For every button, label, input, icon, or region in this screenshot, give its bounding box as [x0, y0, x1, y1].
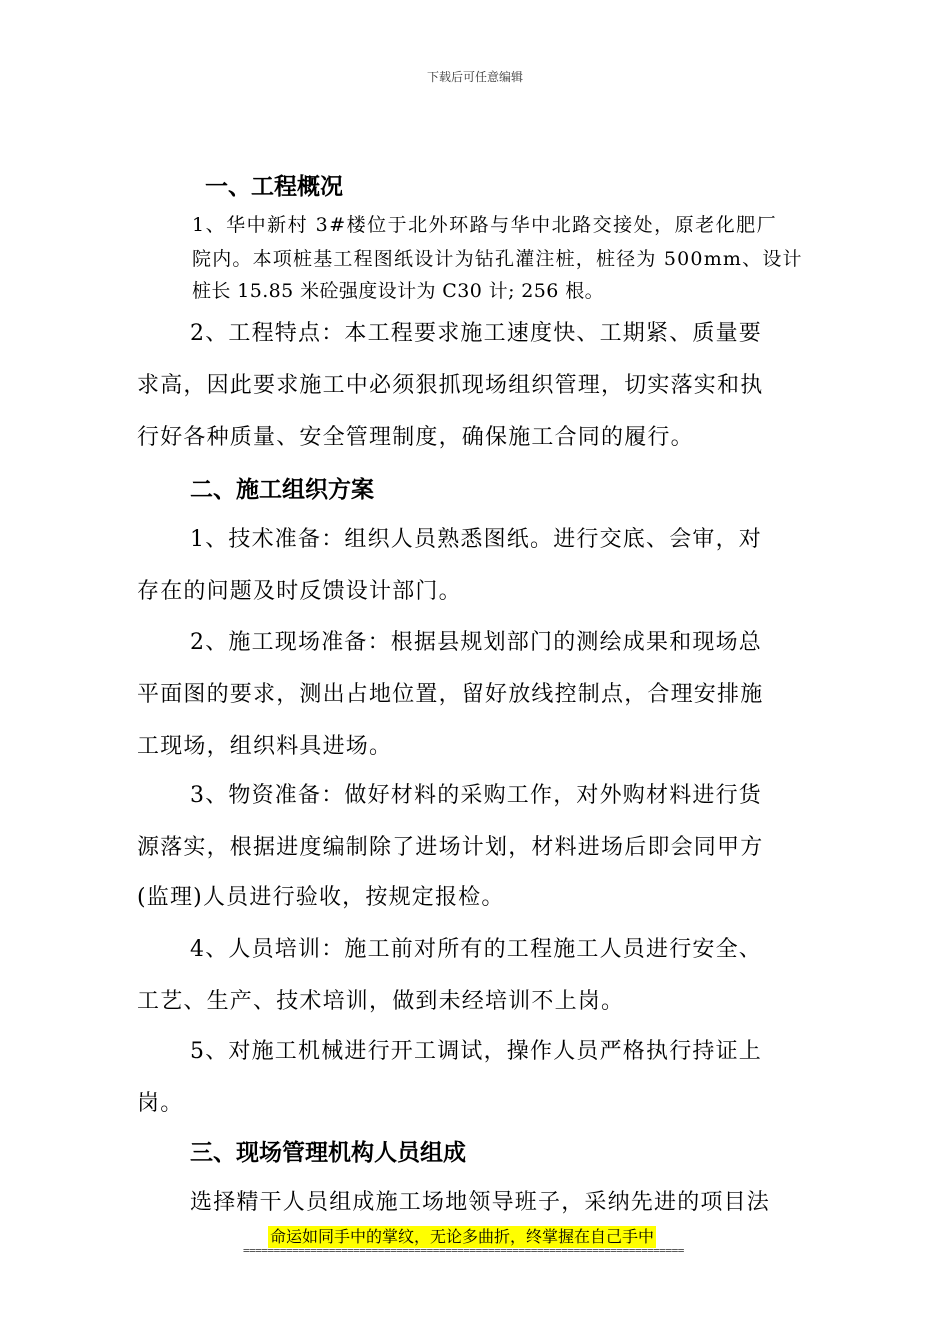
paragraph-line: 求高，因此要求施工中必须狠抓现场组织管理，切实落实和执	[137, 373, 764, 398]
footer-rule: ========================================================================	[243, 1244, 684, 1257]
paragraph-line: 5、对施工机械进行开工调试，操作人员严格执行持证上	[190, 1039, 762, 1064]
paragraph-line: 存在的问题及时反馈设计部门。	[137, 579, 462, 604]
paragraph-line: 工艺、生产、技术培训，做到未经培训不上岗。	[137, 989, 625, 1014]
footer-banner: 命运如同手中的掌纹，无论多曲折，终掌握在自己手中	[270, 1227, 655, 1246]
paragraph-line: 选择精干人员组成施工场地领导班子，采纳先进的项目法	[190, 1190, 771, 1215]
paragraph-line: 1、华中新村 3#楼位于北外环路与华中北路交接处，原老化肥厂	[192, 214, 778, 236]
header-note: 下载后可任意编辑	[426, 70, 523, 84]
paragraph-line: 平面图的要求，测出占地位置，留好放线控制点，合理安排施	[137, 682, 764, 707]
paragraph-line: 行好各种质量、安全管理制度，确保施工合同的履行。	[137, 425, 694, 450]
paragraph-line: 岗。	[137, 1091, 184, 1116]
section1-title: 一、工程概况	[205, 174, 343, 200]
section2-title: 二、施工组织方案	[190, 477, 374, 503]
section3-title: 三、现场管理机构人员组成	[190, 1140, 466, 1166]
paragraph-line: 桩长 15.85 米砼强度设计为 C30 计; 256 根。	[192, 280, 605, 302]
paragraph-line: 3、物资准备：做好材料的采购工作，对外购材料进行货	[190, 783, 762, 808]
paragraph-line: 2、工程特点：本工程要求施工速度快、工期紧、质量要	[190, 321, 762, 346]
paragraph-line: 2、施工现场准备：根据县规划部门的测绘成果和现场总	[190, 630, 762, 655]
paragraph-line: 院内。本项桩基工程图纸设计为钻孔灌注桩，桩径为 500mm、设计	[192, 248, 803, 270]
paragraph-line: 工现场，组织料具进场。	[137, 734, 393, 759]
paragraph-line: 1、技术准备：组织人员熟悉图纸。进行交底、会审，对	[190, 527, 762, 552]
paragraph-line: (监理)人员进行验收，按规定报检。	[137, 885, 505, 910]
paragraph-line: 4、人员培训：施工前对所有的工程施工人员进行安全、	[190, 937, 762, 962]
paragraph-line: 源落实，根据进度编制除了进场计划，材料进场后即会同甲方	[137, 835, 764, 860]
